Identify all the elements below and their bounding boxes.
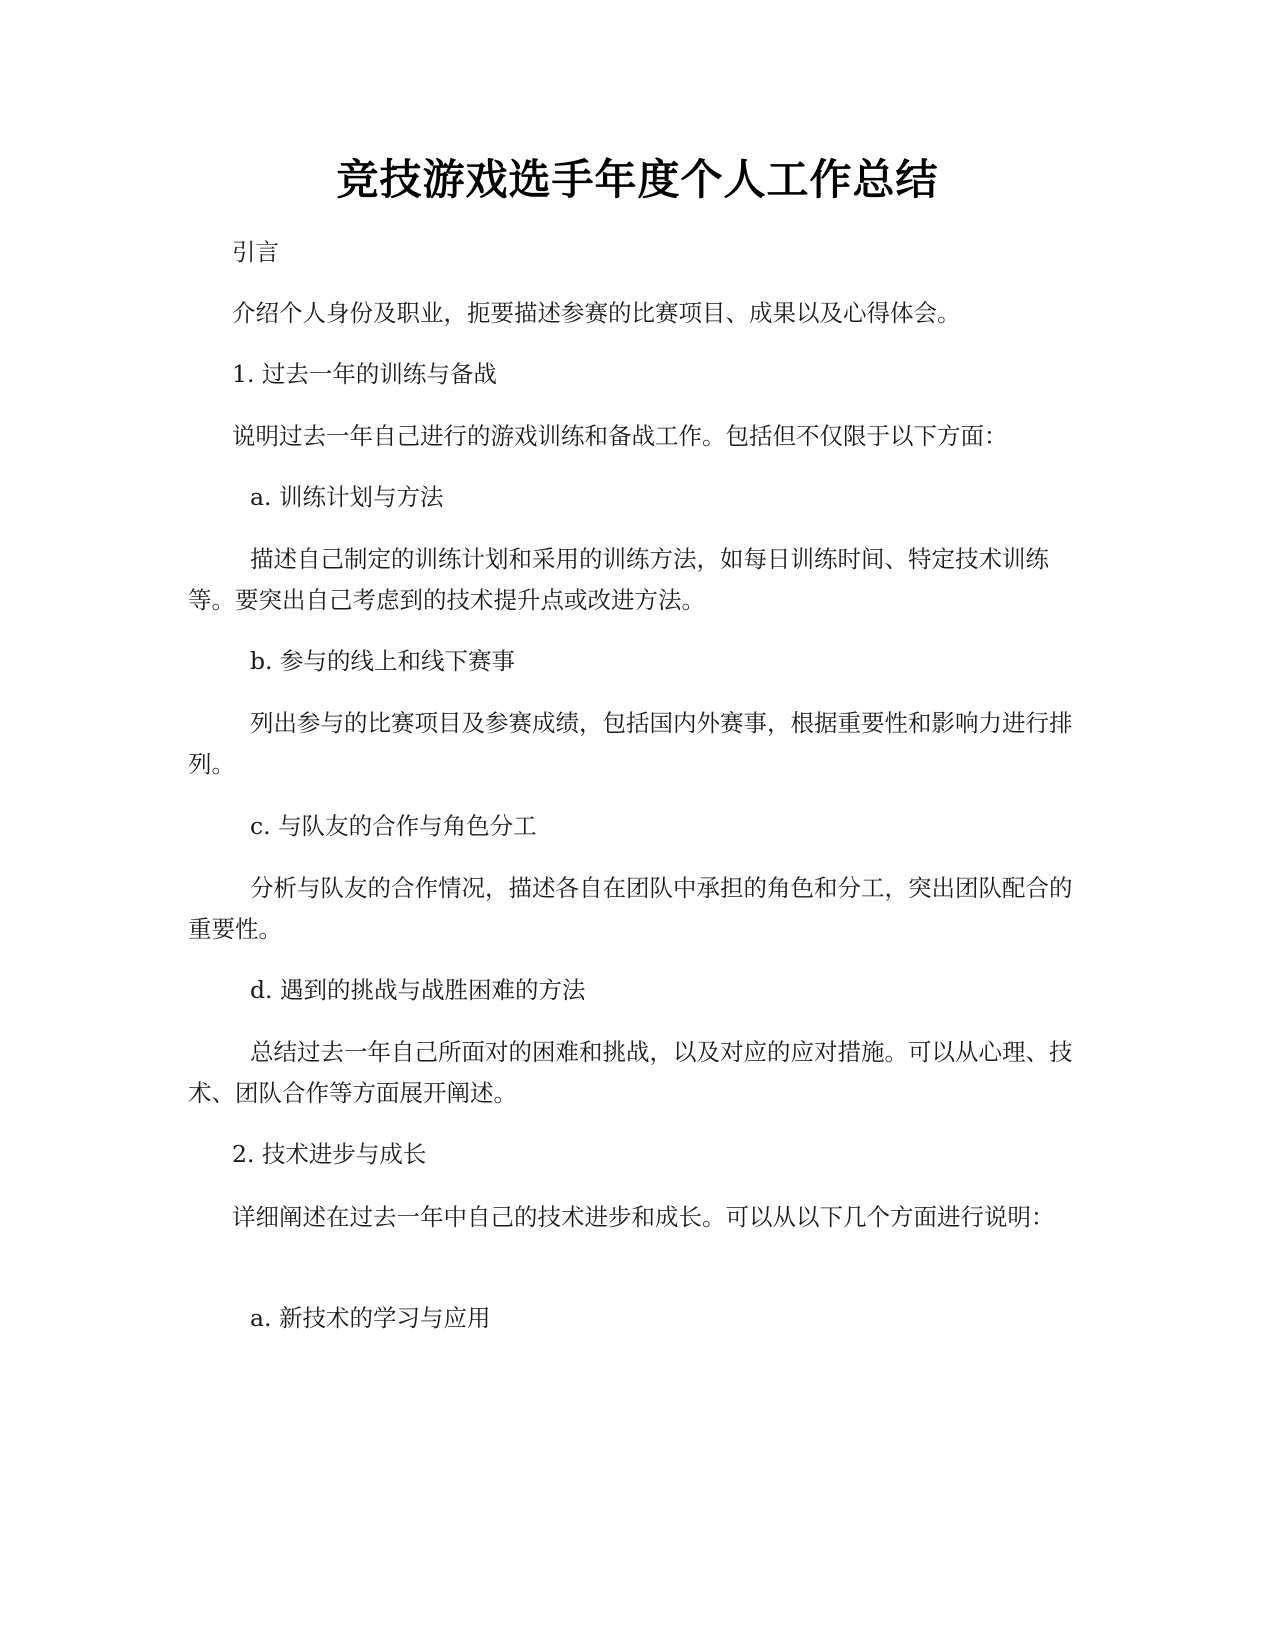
section-heading-1: 1. 过去一年的训练与备战 [232,360,497,388]
section-heading-intro: 引言 [232,238,279,266]
document-title: 竞技游戏选手年度个人工作总结 [336,155,939,204]
subheading-1d: d. 遇到的挑战与战胜困难的方法 [250,976,586,1004]
paragraph-1c: 分析与队友的合作情况，描述各自在团队中承担的角色和分工，突出团队配合的重要性。 [188,874,1073,943]
paragraph-1d: 总结过去一年自己所面对的困难和挑战，以及对应的应对措施。可以从心理、技术、团队合作等方面展开阐述。 [188,1038,1073,1107]
paragraph-intro: 介绍个人身份及职业，扼要描述参赛的比赛项目、成果以及心得体会。 [232,299,961,327]
subheading-2a: a. 新技术的学习与应用 [250,1304,491,1332]
section-heading-2: 2. 技术进步与成长 [232,1140,427,1168]
paragraph-section-1: 说明过去一年自己进行的游戏训练和备战工作。包括但不仅限于以下方面： [232,422,1008,450]
subheading-1b: b. 参与的线上和线下赛事 [250,647,515,675]
subheading-1a: a. 训练计划与方法 [250,483,444,511]
paragraph-1b: 列出参与的比赛项目及参赛成绩，包括国内外赛事，根据重要性和影响力进行排列。 [188,709,1073,778]
paragraph-section-2: 详细阐述在过去一年中自己的技术进步和成长。可以从以下几个方面进行说明： [232,1203,1055,1231]
subheading-1c: c. 与队友的合作与角色分工 [250,812,537,840]
paragraph-1a: 描述自己制定的训练计划和采用的训练方法，如每日训练时间、特定技术训练等。要突出自己考虑到的技术提升点或改进方法。 [188,545,1049,614]
